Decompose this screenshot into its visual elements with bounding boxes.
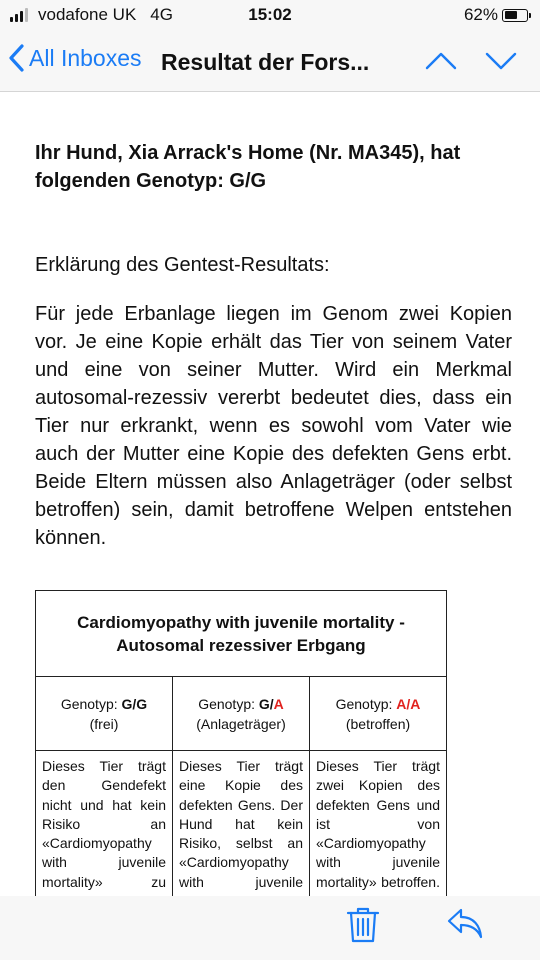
genotype-allele1: G/	[258, 695, 274, 712]
battery-percentage: 62%	[463, 5, 498, 24]
network-type: 4G	[150, 5, 173, 24]
explanation-title: Erklärung des Gentest-Resultats:	[35, 254, 330, 276]
genotype-row	[36, 677, 446, 751]
status-time: 15:02	[248, 5, 292, 24]
genotype-prefix: Genotyp:	[198, 695, 259, 712]
back-button[interactable]	[8, 44, 142, 72]
result-heading: Ihr Hund, Xia Arrack's Home (Nr. MA345), hat folgenden Genotyp: G/G	[35, 142, 461, 192]
nav-bar	[0, 32, 540, 92]
status-bar	[0, 0, 540, 32]
genotype-allele1: A/	[396, 695, 411, 712]
table-title-line2: Autosomal rezessiver Erbgang	[116, 635, 366, 655]
carrier-name: vodafone UK	[38, 5, 137, 24]
back-button-label: All Inboxes	[29, 44, 142, 71]
description-cell-ga: Dieses Tier trägt eine Kopie des defekten Gens. Der Hund hat kein Risiko, selbst an «Cardiomyopathy with juvenile	[172, 751, 309, 951]
next-message-button[interactable]	[484, 50, 518, 77]
previous-message-button[interactable]	[424, 50, 458, 77]
genotype-status: (frei)	[89, 715, 119, 732]
bottom-toolbar	[0, 896, 540, 960]
genotype-allele2: A	[410, 695, 421, 712]
genotype-prefix: Genotyp:	[60, 695, 122, 712]
genotype-allele2: A	[273, 695, 284, 712]
description-cell-aa: Dieses Tier trägt zwei Kopien des defekten Gens und ist von «Cardiomyopathy with juvenile mortality» betroffen.	[309, 751, 446, 951]
genotype-allele2: G	[136, 695, 148, 712]
description-cell-gg: Dieses Tier trägt den Gendefekt nicht und hat kein Risiko an «Cardiomyopathy with juvenile mortality» zu	[42, 758, 166, 890]
trash-icon	[346, 906, 380, 944]
chevron-left-icon	[8, 44, 24, 72]
message-subject: Resultat der Fors...	[161, 49, 370, 75]
battery-fill	[505, 11, 517, 19]
chevron-up-icon	[424, 50, 458, 72]
table-title	[36, 591, 446, 677]
message-body[interactable]	[0, 92, 540, 896]
genotype-allele1: G/	[121, 695, 137, 712]
chevron-down-icon	[484, 50, 518, 72]
explanation-paragraph: Für jede Erbanlage liegen im Genom zwei Kopien vor. Je eine Kopie erhält das Tier von seinem Vater und eine von seiner Mutter. Wird ein Merkmal autosomal-rezessiv vererbt bedeutet dies, dass ein Tier nur erkrankt, wenn es sowohl vom Vater wie auch der Mutter eine Kopie des defekten Gens erbt. Beide Eltern müssen also Anlageträger (oder selbst betroffen) sein, damit betroffene Welpen entstehen können.	[35, 303, 512, 549]
genotype-status: (Anlageträger)	[196, 715, 286, 732]
genotype-cell-aa	[309, 677, 446, 750]
table-title-line1: Cardiomyopathy with juvenile mortality -	[77, 612, 405, 632]
genotype-prefix: Genotyp:	[335, 695, 397, 712]
battery-icon	[502, 9, 528, 22]
genotype-cell-gg	[36, 677, 172, 750]
reply-icon	[446, 906, 484, 942]
reply-button[interactable]	[446, 906, 484, 947]
delete-button[interactable]	[346, 906, 380, 949]
status-right	[464, 5, 528, 25]
genotype-cell-ga	[172, 677, 309, 750]
genotype-status: (betroffen)	[345, 715, 411, 732]
